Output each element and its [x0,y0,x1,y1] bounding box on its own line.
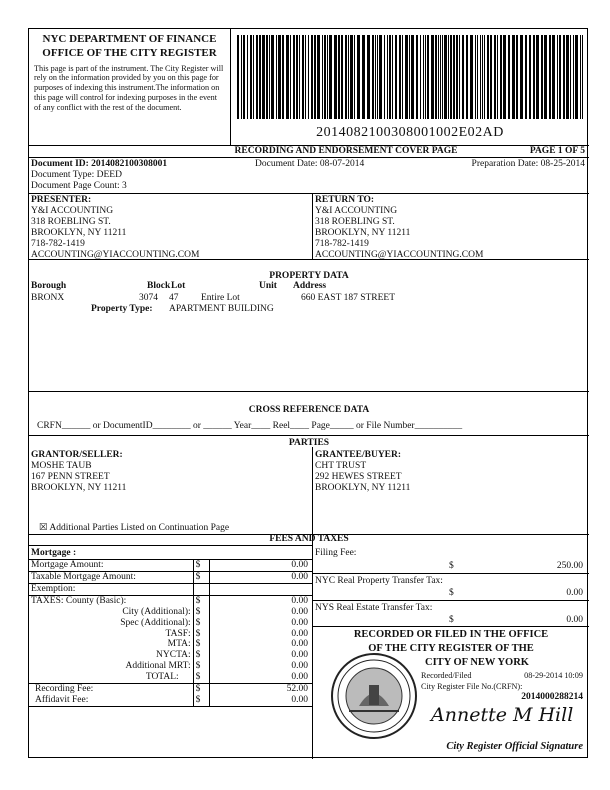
col-block: Block [147,281,171,291]
recorded-filed-label: Recorded/Filed [421,671,472,680]
fee-row: NYCTA: $ 0.00 [29,650,312,661]
recorded-line-3: CITY OF NEW YORK [425,657,529,668]
barcode-number: 2014082100308001002E02AD [316,125,504,140]
grantee-line: BROOKLYN, NY 11211 [315,482,411,493]
recorded-line-1: RECORDED OR FILED IN THE OFFICE [353,629,549,640]
document-id-value: 2014082100308001 [91,159,168,169]
presenter-line: 718-782-1419 [31,238,85,249]
col-unit: Unit [259,281,277,291]
lot-type-value: Entire Lot [201,293,240,303]
fee-row: Additional MRT: $ 0.00 [29,661,312,672]
fee-row: Exemption: [29,583,312,595]
grantor-line: 167 PENN STREET [31,471,110,482]
fee-row: TASF: $ 0.00 [29,629,312,640]
col-address: Address [293,281,327,291]
document-date: Document Date: 08-07-2014 [255,159,365,169]
fee-row: Recording Fee: $ 52.00 [29,684,312,695]
lot-value: 47 [169,293,179,303]
preparation-date: Preparation Date: 08-25-2014 [471,159,585,169]
borough-value: BRONX [31,293,65,303]
nyc-rptt-label: NYC Real Property Transfer Tax: [315,576,443,586]
fee-row: City (Additional): $ 0.00 [29,607,312,618]
crfn-number: 2014000288214 [521,692,583,702]
cross-reference-line: CRFN______ or DocumentID________ or ______ Year____ Reel____ Page_____ or File Number__________ [37,421,463,431]
presenter-title: PRESENTER: [31,195,92,205]
grantor-title: GRANTOR/SELLER: [31,450,123,460]
grantor-info [31,461,126,494]
document-id-label: Document ID: [31,159,89,169]
presenter-line: 318 ROEBLING ST. [31,216,111,227]
city-seal-icon [329,651,419,741]
recorded-line-2: OF THE CITY REGISTER OF THE [368,643,534,654]
recorded-filed-datetime: 08-29-2014 10:09 [524,671,583,680]
filing-fee-label: Filing Fee: [315,548,357,558]
grantor-line: MOSHE TAUB [31,461,92,471]
document-id [31,159,167,170]
presenter-line: BROOKLYN, NY 11211 [31,227,127,238]
grantee-title: GRANTEE/BUYER: [315,450,402,460]
cover-page-document [28,28,588,758]
return-line: 318 ROEBLING ST. [315,216,395,227]
fee-row: TOTAL: $ 0.00 [29,672,312,683]
header [29,29,589,146]
document-type: Document Type: DEED [31,170,122,180]
grantee-line: CHT TRUST [315,461,367,471]
presenter-address [31,206,199,261]
cross-reference-title: CROSS REFERENCE DATA [248,405,370,415]
additional-parties [39,523,229,534]
fee-row: Affidavit Fee: $ 0.00 [29,695,312,706]
page-number: PAGE 1 OF 5 [529,146,585,156]
mortgage-title: Mortgage : [31,548,77,558]
presenter-line: Y&I ACCOUNTING [31,206,114,216]
checkbox-icon: ☒ [39,523,48,533]
barcode-image [237,35,583,119]
fee-row: Mortgage Amount: $ 0.00 [29,560,312,572]
fees-table [29,559,312,707]
official-signature: Annette M Hill [431,704,574,726]
agency-block [29,29,231,145]
nys-tax-amount: 0.00 [566,615,583,625]
signature-caption: City Register Official Signature [446,741,583,752]
fee-row: MTA: $ 0.00 [29,639,312,650]
return-line: ACCOUNTING@YIACCOUNTING.COM [315,249,484,260]
return-line: Y&I ACCOUNTING [315,206,398,216]
agency-name-2: OFFICE OF THE CITY REGISTER [42,46,217,59]
parties-title: PARTIES [288,438,330,448]
crfn-label: City Register File No.(CRFN): [421,682,523,691]
property-type-label: Property Type: [91,304,153,314]
col-borough: Borough [31,281,67,291]
page-count: Document Page Count: 3 [31,181,127,191]
fee-row: Taxable Mortgage Amount: $ 0.00 [29,571,312,583]
return-line: 718-782-1419 [315,238,369,249]
nyc-rptt-amount: 0.00 [566,588,583,598]
return-line: BROOKLYN, NY 11211 [315,227,411,238]
nyc-rptt-currency: $ [449,588,454,598]
additional-parties-label: Additional Parties Listed on Continuation Page [49,523,230,533]
fee-row: TAXES: County (Basic): $ 0.00 [29,595,312,606]
grantor-line: BROOKLYN, NY 11211 [31,482,127,493]
filing-fee-currency: $ [449,561,454,571]
return-to-address [315,206,483,261]
fees-title: FEES AND TAXES [269,534,349,544]
fee-row: Spec (Additional): $ 0.00 [29,618,312,629]
filing-fee-amount: 250.00 [556,561,583,571]
agency-name-1: NYC DEPARTMENT OF FINANCE [42,33,217,45]
property-type-value: APARTMENT BUILDING [169,304,274,314]
nys-tax-currency: $ [449,615,454,625]
block-value: 3074 [139,293,158,303]
disclaimer: This page is part of the instrument. The City Register will rely on the information provided by you on this page for purposes of indexing this instrument.The information on this page will control for indexing purposes in the event of any conflict with the rest of the document. [34,63,224,112]
presenter-line: ACCOUNTING@YIACCOUNTING.COM [31,249,200,260]
nys-tax-label: NYS Real Estate Transfer Tax: [315,603,433,613]
col-lot: Lot [171,281,186,291]
address-value: 660 EAST 187 STREET [301,293,396,303]
grantee-info [315,461,410,494]
return-to-title: RETURN TO: [315,195,375,205]
grantee-line: 292 HEWES STREET [315,471,402,482]
cover-title: RECORDING AND ENDORSEMENT COVER PAGE [234,146,458,156]
property-title: PROPERTY DATA [269,271,349,281]
